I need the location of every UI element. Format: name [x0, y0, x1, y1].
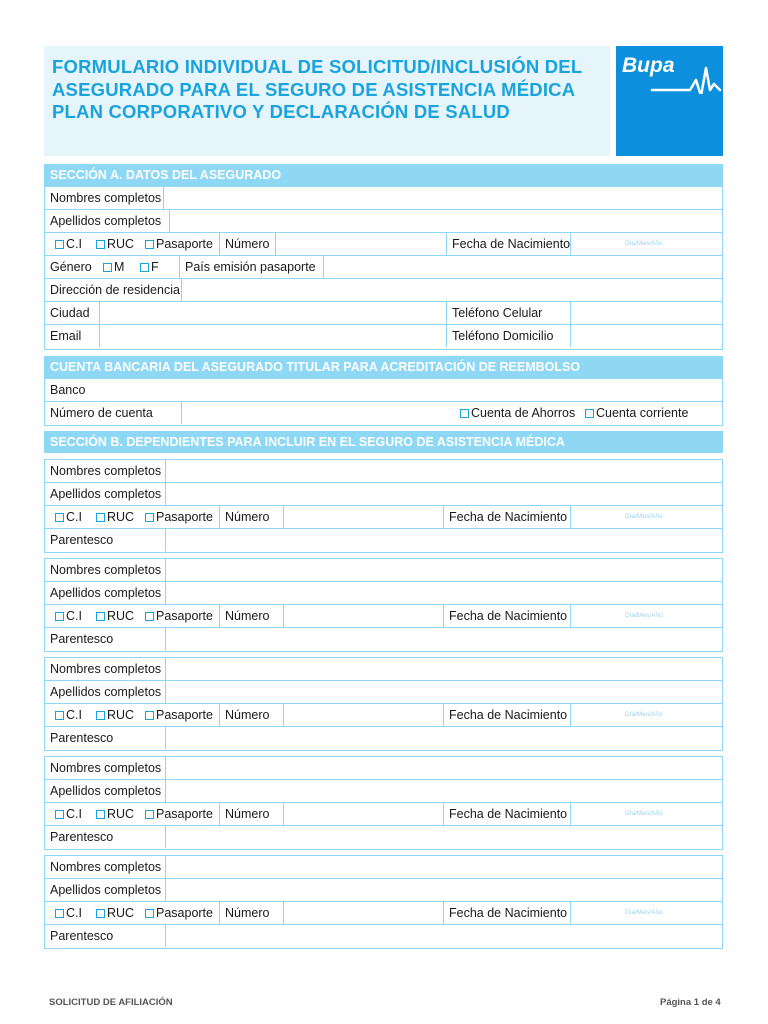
nombres-input[interactable]: [164, 187, 722, 209]
dep-ci-checkbox[interactable]: [55, 513, 64, 522]
dep-nombres-input[interactable]: [166, 757, 722, 779]
label-email: Email: [50, 329, 82, 343]
dep-label-parentesco: Parentesco: [50, 632, 114, 646]
dep-row-id: [45, 803, 722, 826]
dep-row-id: [45, 605, 722, 628]
dep-pasaporte-option[interactable]: Pasaporte: [140, 704, 213, 726]
dep-fecha-input[interactable]: Día/Mes/Año: [625, 513, 663, 520]
dep-label-numero: Número: [225, 906, 270, 920]
ci-checkbox[interactable]: [55, 240, 64, 249]
dep-row-id: [45, 506, 722, 529]
dep-row-parentesco: [45, 727, 722, 750]
domicilio-input[interactable]: [571, 325, 722, 347]
dep-label-numero: Número: [225, 708, 270, 722]
dep-pasaporte-checkbox[interactable]: [145, 612, 154, 621]
dep-ci-option[interactable]: C.I: [50, 902, 82, 924]
label-direccion: Dirección de residencia: [50, 283, 180, 297]
dep-label-numero: Número: [225, 510, 270, 524]
dep-nombres-input[interactable]: [166, 559, 722, 581]
dep-pasaporte-option[interactable]: Pasaporte: [140, 605, 213, 627]
dep-row-nombres: [45, 559, 722, 582]
dep-label-nombres: Nombres completos: [50, 662, 162, 676]
dep-nombres-input[interactable]: [166, 460, 722, 482]
dep-row-nombres: [45, 460, 722, 483]
form-title: FORMULARIO INDIVIDUAL DE SOLICITUD/INCLUSIÓN DEL ASEGURADO PARA EL SEGURO DE ASISTENCIA MÉDICA PLAN CORPORATIVO Y DECLARACIÓN DE SALUD: [52, 56, 583, 122]
dep-ruc-option[interactable]: RUC: [91, 803, 134, 825]
banco-input[interactable]: [105, 379, 722, 401]
dep-ci-option[interactable]: C.I: [50, 506, 82, 528]
pais-input[interactable]: [324, 256, 722, 278]
logo-text: Bupa: [622, 54, 675, 77]
dep-label-apellidos: Apellidos completos: [50, 685, 162, 699]
dep-parentesco-input[interactable]: [166, 529, 722, 551]
dep-ci-option[interactable]: C.I: [50, 704, 82, 726]
row-email: [45, 325, 722, 348]
dep-nombres-input[interactable]: [166, 856, 722, 878]
dep-row-apellidos: [45, 879, 722, 902]
direccion-input[interactable]: [182, 279, 722, 301]
ci-option[interactable]: C.I: [50, 233, 82, 255]
row-numero-cuenta: [45, 402, 722, 425]
dep-apellidos-input[interactable]: [166, 483, 722, 505]
label-pais: País emisión pasaporte: [185, 260, 316, 274]
dep-label-fecha: Fecha de Nacimiento: [449, 807, 568, 821]
dep-ruc-checkbox[interactable]: [96, 612, 105, 621]
pasaporte-checkbox[interactable]: [145, 240, 154, 249]
label-genero: Género: [50, 260, 92, 274]
dependent-block-2: [44, 558, 723, 652]
dep-label-nombres: Nombres completos: [50, 761, 162, 775]
dep-numero-input[interactable]: [284, 506, 443, 528]
dep-ruc-option[interactable]: RUC: [91, 902, 134, 924]
dep-ci-option[interactable]: C.I: [50, 605, 82, 627]
dep-ruc-option[interactable]: RUC: [91, 506, 134, 528]
ahorros-checkbox[interactable]: [460, 409, 469, 418]
dep-row-apellidos: [45, 780, 722, 803]
f-checkbox[interactable]: [140, 263, 149, 272]
dep-label-nombres: Nombres completos: [50, 563, 162, 577]
dep-label-apellidos: Apellidos completos: [50, 586, 162, 600]
dep-pasaporte-checkbox[interactable]: [145, 909, 154, 918]
dep-row-parentesco: [45, 529, 722, 552]
dep-label-numero: Número: [225, 609, 270, 623]
page-number: Página 1 de 4: [660, 997, 721, 1008]
label-apellidos: Apellidos completos: [50, 214, 162, 228]
dependent-block-5: [44, 855, 723, 949]
dep-label-nombres: Nombres completos: [50, 464, 162, 478]
section-a-table: [44, 186, 723, 350]
dep-label-parentesco: Parentesco: [50, 929, 114, 943]
dep-row-nombres: [45, 757, 722, 780]
dep-parentesco-input[interactable]: [166, 628, 722, 650]
numero-cuenta-input[interactable]: [182, 402, 452, 424]
dep-ruc-checkbox[interactable]: [96, 711, 105, 720]
corriente-checkbox[interactable]: [585, 409, 594, 418]
dep-pasaporte-option[interactable]: Pasaporte: [140, 803, 213, 825]
row-direccion: [45, 279, 722, 302]
dep-ci-option[interactable]: C.I: [50, 803, 82, 825]
label-fecha-nacimiento: Fecha de Nacimiento: [452, 237, 571, 251]
row-apellidos: [45, 210, 722, 233]
dep-ci-checkbox[interactable]: [55, 711, 64, 720]
dep-parentesco-input[interactable]: [166, 826, 722, 848]
dep-label-parentesco: Parentesco: [50, 830, 114, 844]
dependent-block-4: [44, 756, 723, 850]
dep-fecha-input[interactable]: Día/Mes/Año: [625, 810, 663, 817]
ruc-option[interactable]: RUC: [91, 233, 134, 255]
dep-apellidos-input[interactable]: [166, 582, 722, 604]
ahorros-option[interactable]: Cuenta de Ahorros: [455, 402, 575, 424]
bank-table: [44, 378, 723, 426]
dep-numero-input[interactable]: [284, 605, 443, 627]
dep-numero-input[interactable]: [284, 704, 443, 726]
dependent-block-3: [44, 657, 723, 751]
dep-row-apellidos: [45, 681, 722, 704]
dep-parentesco-input[interactable]: [166, 727, 722, 749]
footer-title: SOLICITUD DE AFILIACIÓN: [49, 997, 173, 1008]
dep-apellidos-input[interactable]: [166, 879, 722, 901]
corriente-option[interactable]: Cuenta corriente: [580, 402, 688, 424]
dep-label-parentesco: Parentesco: [50, 731, 114, 745]
label-numero: Número: [225, 237, 270, 251]
dep-label-numero: Número: [225, 807, 270, 821]
section-a-heading: SECCIÓN A. DATOS DEL ASEGURADO: [44, 164, 723, 186]
dep-parentesco-input[interactable]: [166, 925, 722, 947]
label-ciudad: Ciudad: [50, 306, 90, 320]
dep-label-parentesco: Parentesco: [50, 533, 114, 547]
dep-ci-checkbox[interactable]: [55, 810, 64, 819]
section-b-heading: SECCIÓN B. DEPENDIENTES PARA INCLUIR EN EL SEGURO DE ASISTENCIA MÉDICA: [44, 431, 723, 453]
dep-label-apellidos: Apellidos completos: [50, 784, 162, 798]
dep-pasaporte-option[interactable]: Pasaporte: [140, 902, 213, 924]
dep-row-parentesco: [45, 826, 722, 849]
bank-heading: CUENTA BANCARIA DEL ASEGURADO TITULAR PARA ACREDITACIÓN DE REEMBOLSO: [44, 356, 723, 378]
dep-ruc-option[interactable]: RUC: [91, 704, 134, 726]
dep-apellidos-input[interactable]: [166, 780, 722, 802]
label-numero-cuenta: Número de cuenta: [50, 406, 153, 420]
heartbeat-icon: [650, 54, 722, 94]
dep-pasaporte-checkbox[interactable]: [145, 711, 154, 720]
apellidos-input[interactable]: [170, 210, 722, 232]
row-nombres: [45, 187, 722, 210]
dep-fecha-input[interactable]: Día/Mes/Año: [625, 909, 663, 916]
row-ciudad: [45, 302, 722, 325]
label-domicilio: Teléfono Domicilio: [452, 329, 554, 343]
dep-label-nombres: Nombres completos: [50, 860, 162, 874]
label-celular: Teléfono Celular: [452, 306, 543, 320]
dep-pasaporte-checkbox[interactable]: [145, 810, 154, 819]
dep-ruc-option[interactable]: RUC: [91, 605, 134, 627]
dep-ruc-checkbox[interactable]: [96, 909, 105, 918]
dep-fecha-input[interactable]: Día/Mes/Año: [625, 612, 663, 619]
bupa-logo: [616, 46, 723, 156]
dep-row-apellidos: [45, 582, 722, 605]
dep-apellidos-input[interactable]: [166, 681, 722, 703]
label-nombres: Nombres completos: [50, 191, 162, 205]
label-banco: Banco: [50, 383, 86, 397]
ruc-checkbox[interactable]: [96, 240, 105, 249]
dep-label-fecha: Fecha de Nacimiento: [449, 609, 568, 623]
pasaporte-option[interactable]: Pasaporte: [140, 233, 213, 255]
dep-nombres-input[interactable]: [166, 658, 722, 680]
dep-row-parentesco: [45, 628, 722, 651]
dep-numero-input[interactable]: [284, 803, 443, 825]
dep-row-id: [45, 704, 722, 727]
dep-fecha-input[interactable]: Día/Mes/Año: [625, 711, 663, 718]
ciudad-input[interactable]: [100, 302, 446, 324]
celular-input[interactable]: [571, 302, 722, 324]
row-banco: [45, 379, 722, 402]
email-input[interactable]: [100, 325, 446, 347]
dependent-block-1: [44, 459, 723, 553]
m-checkbox[interactable]: [103, 263, 112, 272]
dep-label-apellidos: Apellidos completos: [50, 487, 162, 501]
dep-ruc-checkbox[interactable]: [96, 810, 105, 819]
dep-ci-checkbox[interactable]: [55, 909, 64, 918]
dep-row-nombres: [45, 856, 722, 879]
dep-numero-input[interactable]: [284, 902, 443, 924]
dep-row-nombres: [45, 658, 722, 681]
dep-ci-checkbox[interactable]: [55, 612, 64, 621]
dep-label-apellidos: Apellidos completos: [50, 883, 162, 897]
row-id: [45, 233, 722, 256]
genero-f-option[interactable]: F: [135, 256, 159, 278]
genero-m-option[interactable]: M: [98, 256, 124, 278]
dep-row-id: [45, 902, 722, 925]
form-header: [44, 46, 610, 156]
dep-row-parentesco: [45, 925, 722, 948]
dep-pasaporte-checkbox[interactable]: [145, 513, 154, 522]
dep-label-fecha: Fecha de Nacimiento: [449, 510, 568, 524]
fecha-input[interactable]: Día/Mes/Año: [625, 240, 663, 247]
numero-input[interactable]: [276, 233, 446, 255]
dep-label-fecha: Fecha de Nacimiento: [449, 906, 568, 920]
row-genero: [45, 256, 722, 279]
dep-label-fecha: Fecha de Nacimiento: [449, 708, 568, 722]
dep-ruc-checkbox[interactable]: [96, 513, 105, 522]
dep-pasaporte-option[interactable]: Pasaporte: [140, 506, 213, 528]
dep-row-apellidos: [45, 483, 722, 506]
